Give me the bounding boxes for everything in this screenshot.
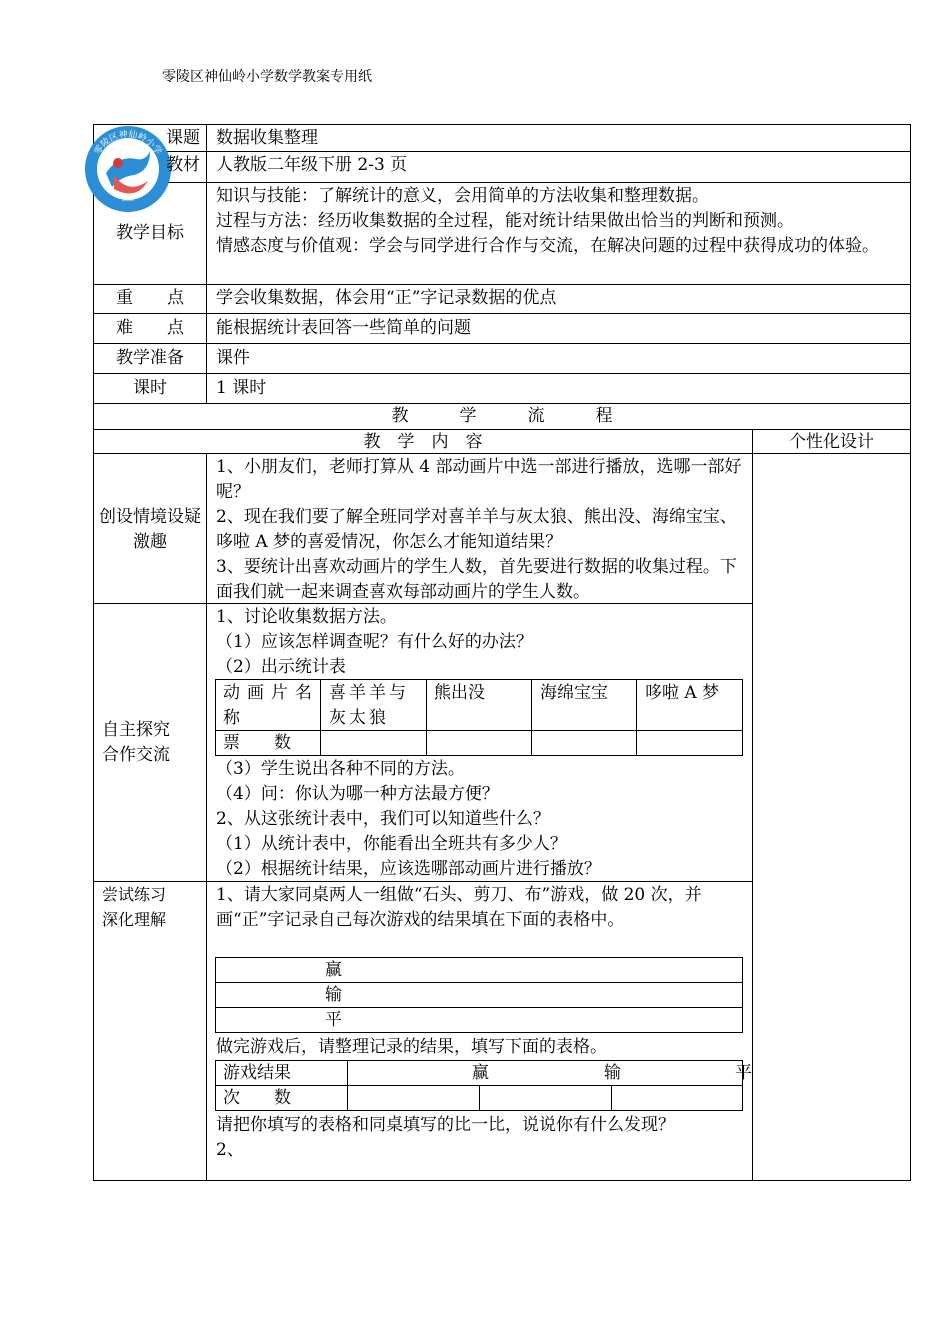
sec1-label: 创设情境设疑激趣 (99, 507, 201, 552)
textbook-label: 教材 (166, 155, 200, 175)
topic-label: 课题 (166, 128, 200, 148)
key-value: 学会收集数据，体会用“正”字记录数据的优点 (216, 288, 557, 308)
sec2-line-3: （2）出示统计表 (216, 657, 346, 677)
content-header: 教 学 内 容 (363, 432, 483, 452)
sec2-line-5: （4）问：你认为哪一种方法最方便？ (216, 784, 499, 804)
vote-header-xiyangyang: 喜羊羊与灰太狼 (329, 683, 409, 728)
sec2-line-1: 1、讨论收集数据方法。 (216, 607, 397, 627)
difficulty-label: 难 点 (116, 318, 184, 338)
goal-process: 过程与方法：经历收集数据的全过程，能对统计结果做出恰当的判断和预测。 (216, 211, 794, 231)
vote-header-doraemon: 哆啦 A 梦 (645, 683, 720, 703)
result-row-label: 次 数 (223, 1088, 291, 1108)
sec3-after: 做完游戏后，请整理记录的结果，填写下面的表格。 (216, 1037, 607, 1057)
sec3-item-2: 2、 (216, 1140, 244, 1160)
vote-row-label: 票 数 (223, 733, 291, 753)
key-label: 重 点 (116, 288, 184, 308)
sec2-line-8: （2）根据统计结果，应该选哪部动画片进行播放？ (216, 859, 601, 879)
design-header: 个性化设计 (789, 432, 874, 452)
textbook-value: 人教版二年级下册 2-3 页 (216, 155, 408, 175)
topic-value: 数据收集整理 (216, 128, 318, 148)
sec2-label: 自主探究合作交流 (102, 720, 170, 765)
sec3-intro: 1、请大家同桌两人一组做“石头、剪刀、布”游戏，做 20 次，并画“正”字记录自己每次游戏的结果填在下面的表格中。 (216, 885, 702, 930)
vote-header-name: 动画片名称 (223, 683, 315, 728)
result-lose: 输 (604, 1063, 621, 1083)
sec2-line-7: （1）从统计表中，你能看出全班共有多少人？ (216, 834, 567, 854)
sec1-para-1: 1、小朋友们，老师打算从 4 部动画片中选一部进行播放，选哪一部好呢？ (216, 457, 742, 502)
sec2-top (216, 605, 746, 680)
flow-title: 教 学 流 程 (391, 406, 613, 426)
record-row-draw: 平 (325, 1010, 342, 1030)
sec2-bottom (216, 757, 746, 882)
record-row-lose: 输 (325, 985, 342, 1005)
goals-label: 教学目标 (116, 223, 184, 243)
sec1-para-3: 3、要统计出喜欢动画片的学生人数，首先要进行数据的收集过程。下面我们就一起来调查喜欢每部动画片的学生人数。 (216, 557, 737, 602)
result-win: 赢 (472, 1063, 489, 1083)
sec3-label: 尝试练习深化理解 (102, 885, 167, 929)
result-header: 游戏结果 (223, 1063, 291, 1083)
sec1-content (216, 455, 746, 605)
goals-block (216, 184, 906, 259)
result-draw: 平 (735, 1063, 752, 1083)
prep-label: 教学准备 (116, 348, 184, 368)
sec2-line-6: 2、从这张统计表中，我们可以知道些什么？ (216, 809, 550, 829)
vote-header-xiongchumo: 熊出没 (434, 683, 485, 703)
page-header: 零陵区神仙岭小学数学教案专用纸 (162, 69, 372, 85)
difficulty-value: 能根据统计表回答一些简单的问题 (216, 318, 471, 338)
vote-header-spongebob: 海绵宝宝 (540, 683, 608, 703)
hours-label: 课时 (133, 378, 167, 398)
logo-ring-text: 零陵区神仙岭小学 (92, 129, 164, 157)
hours-value: 1 课时 (216, 378, 267, 398)
goal-knowledge: 知识与技能：了解统计的意义，会用简单的方法收集和整理数据。 (216, 186, 709, 206)
sec3-compare: 请把你填写的表格和同桌填写的比一比，说说你有什么发现？ (216, 1115, 675, 1135)
logo-year: 2016 (122, 198, 134, 203)
sec2-line-4: （3）学生说出各种不同的方法。 (216, 759, 465, 779)
goal-attitude: 情感态度与价值观：学会与同学进行合作与交流，在解决问题的过程中获得成功的体验。 (216, 236, 879, 256)
sec2-line-2: （1）应该怎样调查呢？有什么好的办法？ (216, 632, 533, 652)
record-row-win: 赢 (325, 960, 342, 980)
sec1-para-2: 2、现在我们要了解全班同学对喜羊羊与灰太狼、熊出没、海绵宝宝、哆啦 A 梦的喜爱情况，你怎么才能知道结果？ (216, 507, 737, 552)
prep-value: 课件 (216, 348, 250, 368)
